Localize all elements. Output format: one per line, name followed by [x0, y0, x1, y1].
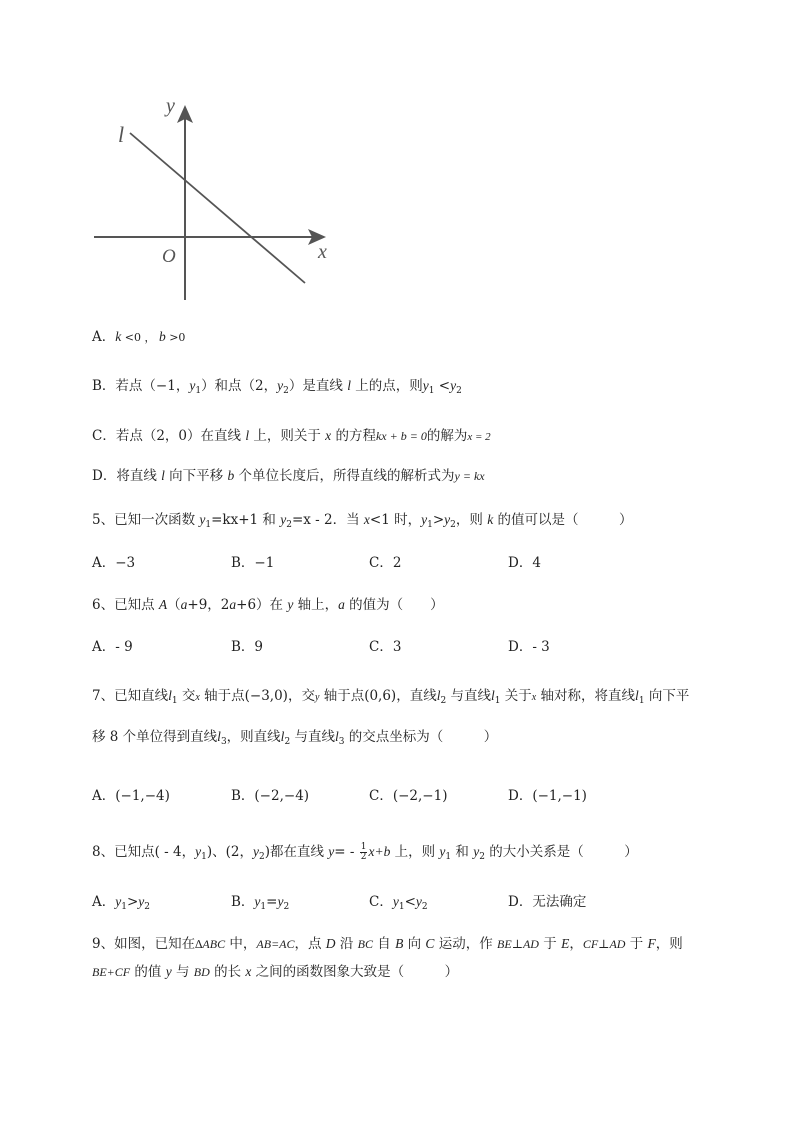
origin-label: O — [162, 246, 176, 267]
q4-option-a: A．k <0 ， b >0 — [92, 329, 186, 345]
q5-stem: 5、已知一次函数 $y_1=kx+1$ 和 $y_2=x - 2$．当 x<1 时，$y_1>y_2$，则 k 的值可以是（ ） — [92, 512, 633, 530]
q8-option-d: D．无法确定 — [508, 894, 587, 910]
x-axis-label: x — [318, 241, 327, 263]
q6-option-a: A．- 9 — [92, 639, 133, 655]
line-l-label: l — [118, 122, 125, 147]
q7-stem-line1: 7、已知直线$l_1$ 交x 轴于点(−3,0)，交y 轴于点(0,6)，直线$l_2$ 与直线$l_1$ 关于x 轴对称，将直线$l_1$ 向下平 — [92, 688, 690, 706]
line-l — [130, 133, 305, 283]
q9-stem-line2: BE+CF 的值 y 与 BD 的长 x 之间的函数图象大致是（ ） — [92, 964, 459, 980]
q6-option-b: B．9 — [231, 639, 264, 655]
q4-option-c: C．若点（2，0）在直线 l 上，则关于 x 的方程kx + b = 0的解为x = 2 — [92, 428, 491, 444]
q7-option-d: D．(−1,−1) — [508, 788, 587, 804]
q7-option-c: C．(−2,−1) — [369, 788, 448, 804]
q7-option-a: A．(−1,−4) — [92, 788, 170, 804]
q6-stem: 6、已知点 A（a+9，2a+6）在 y 轴上，a 的值为（ ） — [92, 597, 444, 613]
y-axis-label: y — [166, 95, 175, 117]
q7-stem-line2: 移 8 个单位得到直线$l_3$，则直线$l_2$ 与直线$l_3$ 的交点坐标为（ ） — [92, 729, 498, 747]
q5-option-a: A．−3 — [92, 555, 136, 571]
q4-option-d: D．将直线 l 向下平移 b 个单位长度后，所得直线的解析式为y = kx — [92, 468, 485, 484]
q6-option-d: D．- 3 — [508, 639, 550, 655]
q9-stem-line1: 9、如图，已知在∆ABC 中，AB=AC，点 D 沿 BC 自 B 向 C 运动，作 BE⊥AD 于 E，CF⊥AD 于 F，则 — [92, 936, 683, 952]
coordinate-figure — [80, 90, 350, 310]
q4-option-b: B．若点（−1，$y_1$）和点（2，$y_2$）是直线 l 上的点，则$y_1 <y_2$ — [92, 378, 462, 396]
q6-option-c: C．3 — [369, 639, 402, 655]
q5-option-c: C．2 — [369, 555, 402, 571]
q8-option-a: A．$y_1>y_2$ — [92, 894, 151, 912]
q5-option-d: D．4 — [508, 555, 541, 571]
fraction-one-half: $\frac{1}{2}$ — [360, 842, 367, 862]
q8-option-b: B．$y_1=y_2$ — [231, 894, 290, 912]
q5-option-b: B．−1 — [231, 555, 275, 571]
q8-option-c: C．$y_1<y_2$ — [369, 894, 428, 912]
q7-option-b: B．(−2,−4) — [231, 788, 310, 804]
q8-stem: 8、已知点( - 4，$y_1$)、(2，$y_2$)都在直线 y= - $\frac{1}{2}$ x+b 上，则 $y_1$ 和 $y_2$ 的大小关系是（ ） — [92, 842, 638, 862]
